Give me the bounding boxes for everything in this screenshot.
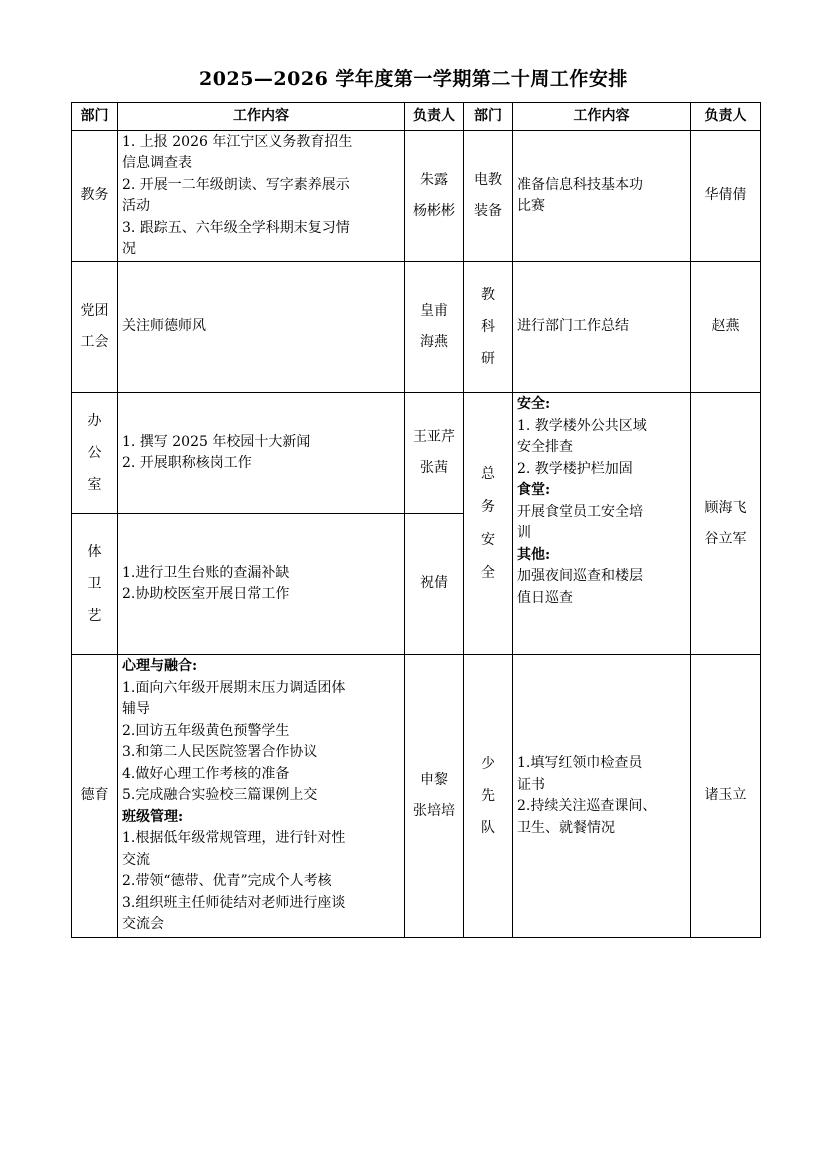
person-dianjiao: 华倩倩 [691,131,761,262]
content-tiweiyi [118,514,405,655]
content-dangtuan [118,262,405,393]
content-line: 关注师德师风 [122,318,206,335]
dept-line: 工会 [80,334,109,350]
person-tiweiyi: 祝倩 [405,514,464,655]
person-name: 张茜 [420,460,448,476]
dept-jiaowu: 教务 [72,131,118,262]
content-line: 2.带领“德带、优青”完成个人考核 [122,873,332,890]
section-label-anquan: 安全: [517,396,551,412]
header-person: 负责人 [405,103,464,131]
dept-line: 安 [481,531,495,548]
header-dept: 部门 [72,103,118,131]
person-name: 张培培 [413,803,455,819]
content-line: 1.根据低年级常规管理，进行针对性 [122,830,346,847]
person-dangtuan [405,262,464,393]
dept-dianjiao [464,131,513,262]
content-line: 进行部门工作总结 [517,318,629,335]
person-shaoxiandui: 诸玉立 [691,655,761,938]
dept-shaoxiandui [464,655,513,938]
schedule-table [71,102,761,938]
content-line: 4.做好心理工作考核的准备 [122,765,290,782]
header-dept-right: 部门 [464,103,513,131]
dept-bangongshi [72,393,118,514]
content-line: 交流会 [122,916,164,933]
dept-line: 公 [87,445,102,461]
person-jiaowu [405,131,464,262]
content-line: 1. 上报 2026 年江宁区义务教育招生 [122,133,353,150]
content-line: 加强夜间巡查和楼层 [517,568,643,584]
person-name: 朱露 [420,172,448,188]
content-line: 2. 开展职称核岗工作 [122,455,252,471]
content-line: 准备信息科技基本功 [517,176,643,193]
table-row [72,262,761,393]
dept-line: 少 [481,756,495,772]
table-row [72,131,761,262]
content-line: 卫生、就餐情况 [517,819,615,836]
dept-deyu: 德育 [72,655,118,938]
section-label-qita: 其他: [517,546,551,563]
content-line: 2.回访五年级黄色预警学生 [122,722,290,739]
section-label-shitang: 食堂: [517,482,551,498]
dept-line: 队 [481,820,495,836]
content-line: 1.填写红领巾检查员 [517,755,643,771]
dept-line: 室 [87,477,102,493]
content-line: 1. 教学楼外公共区域 [517,417,647,434]
person-name: 海燕 [420,334,448,350]
dept-line: 办 [87,413,102,429]
content-jiaokeyan [513,262,691,393]
dept-line: 党团 [80,303,109,319]
content-line: 比赛 [517,198,545,214]
person-deyu [405,655,464,938]
header-person-right: 负责人 [691,103,761,131]
person-zongwu [691,393,761,655]
content-line: 证书 [517,776,545,793]
dept-dangtuan [72,262,118,393]
content-line: 2. 开展一二年级朗读、写字素养展示 [122,176,350,193]
person-name: 申黎 [420,772,448,788]
content-line: 交流 [122,851,150,868]
content-shaoxiandui [513,655,691,938]
content-zongwu [513,393,691,655]
table-row [72,655,761,938]
header-content: 工作内容 [118,103,405,131]
dept-line: 全 [481,564,495,581]
person-bangongshi [405,393,464,514]
dept-zongwu [464,393,513,655]
content-line: 1. 撰写 2025 年校园十大新闻 [122,433,311,450]
content-line: 2.持续关注巡查课间、 [517,798,657,814]
dept-line: 电教 [474,172,502,188]
content-line: 开展食堂员工安全培 [517,503,643,520]
content-line: 3. 跟踪五、六年级全学科期末复习情 [122,219,350,236]
dept-line: 卫 [87,576,102,592]
content-deyu [118,655,405,938]
dept-line: 艺 [87,608,102,624]
section-label-xinli: 心理与融合: [122,658,198,675]
dept-line: 先 [481,788,495,804]
person-name: 顾海飞 [704,499,747,516]
person-jiaokeyan: 赵燕 [691,262,761,393]
section-label-banji: 班级管理: [122,808,184,825]
content-line: 况 [122,241,136,257]
person-name: 谷立军 [704,530,747,547]
page-title: 2025—2026 学年度第一学期第二十周工作安排 [199,68,628,90]
content-line: 5.完成融合实验校三篇课例上交 [122,787,318,804]
dept-line: 总 [481,465,495,482]
dept-jiaokeyan [464,262,513,393]
content-line: 辅导 [122,701,150,718]
dept-tiweiyi [72,514,118,655]
person-name: 皇甫 [420,303,448,319]
content-bangongshi [118,393,405,514]
content-line: 1.面向六年级开展期末压力调适团体 [122,679,346,696]
dept-line: 体 [87,544,102,560]
content-line: 信息调查表 [122,155,192,171]
header-row [72,103,761,131]
dept-line: 研 [481,351,495,367]
content-line: 值日巡查 [517,589,573,606]
content-dianjiao [513,131,691,262]
content-line: 训 [517,525,531,541]
content-jiaowu [118,131,405,262]
content-line: 活动 [122,198,150,214]
dept-line: 教 [481,287,495,303]
content-line: 2.协助校医室开展日常工作 [122,586,290,602]
person-name: 杨彬彬 [413,203,455,219]
content-line: 3.组织班主任师徒结对老师进行座谈 [122,894,346,911]
content-line: 1.进行卫生台账的查漏补缺 [122,564,290,581]
dept-line: 务 [481,498,495,515]
content-line: 安全排查 [517,439,573,455]
dept-line: 装备 [474,203,502,219]
content-line: 2. 教学楼护栏加固 [517,460,633,477]
dept-line: 科 [481,319,495,335]
table-row [72,393,761,514]
person-name: 王亚芹 [413,429,455,445]
header-content-right: 工作内容 [513,103,691,131]
content-line: 3.和第二人民医院签署合作协议 [122,744,318,761]
